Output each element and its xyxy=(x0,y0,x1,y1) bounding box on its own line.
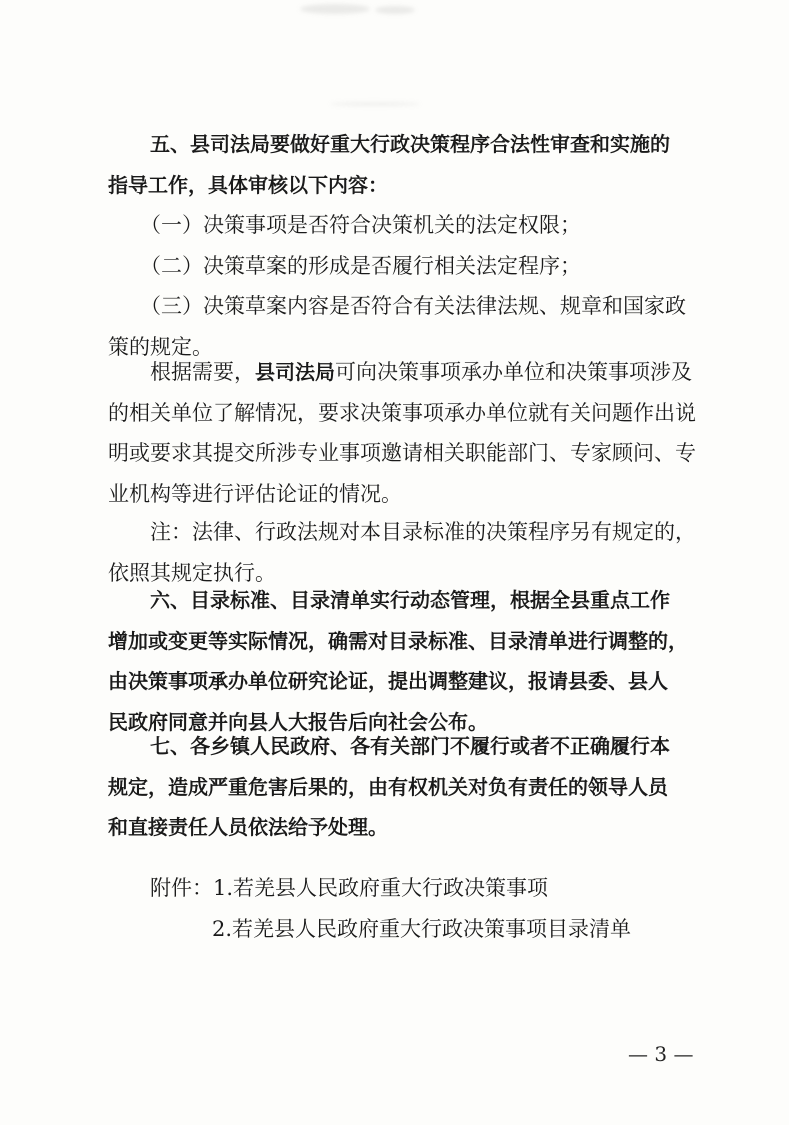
paragraph-rest: 可向决策事项承办单位和决策事项涉及 xyxy=(335,360,692,384)
paragraph-lead: 根据需要， xyxy=(150,360,255,384)
section6-line-2: 增加或变更等实际情况，确需对目录标准、目录清单进行调整的， xyxy=(108,628,688,653)
scan-smudge xyxy=(300,4,370,14)
page-number: — 3 — xyxy=(628,1042,694,1066)
section5-paragraph xyxy=(108,352,696,514)
note-line-1: 注：法律、行政法规对本目录标准的决策程序另有规定的， xyxy=(150,520,696,544)
section5-item-2: （二）决策草案的形成是否履行相关法定程序； xyxy=(140,253,581,278)
attachment-item-1: 1.若羌县人民政府重大行政决策事项 xyxy=(213,876,549,900)
section6-line-4: 民政府同意并向县人大报告后向社会公布。 xyxy=(108,709,488,734)
section5-item-3-cont: 策的规定。 xyxy=(108,334,213,359)
attachment-line-1 xyxy=(150,868,631,909)
attachment-label: 附件： xyxy=(150,876,213,900)
section5-item-3: （三）决策草案内容是否符合有关法律法规、规章和国家政 xyxy=(140,294,686,318)
section5-items xyxy=(108,205,686,367)
attachment-item-2: 2.若羌县人民政府重大行政决策事项目录清单 xyxy=(212,916,632,941)
section5-paragraph-line-1 xyxy=(150,352,696,393)
scan-smudge xyxy=(330,102,420,106)
section5-heading-line-1: 五、县司法局要做好重大行政决策程序合法性审查和实施的 xyxy=(150,132,670,156)
note-line-2: 依照其规定执行。 xyxy=(108,560,276,585)
section5-paragraph-line-3: 明或要求其提交所涉专业事项邀请相关职能部门、专家顾问、专 xyxy=(108,441,696,465)
section5-paragraph-line-2: 的相关单位了解情况，要求决策事项承办单位就有关问题作出说 xyxy=(108,400,696,425)
paragraph-bold-org: 县司法局 xyxy=(255,360,335,384)
section7-line-1: 七、各乡镇人民政府、各有关部门不履行或者不正确履行本 xyxy=(150,734,670,758)
section5-item-1: （一）决策事项是否符合决策机关的法定权限； xyxy=(140,213,581,237)
section5-paragraph-line-4: 业机构等进行评估论证的情况。 xyxy=(108,481,402,506)
scan-smudge xyxy=(375,6,415,14)
section7 xyxy=(108,726,670,848)
section6-line-3: 由决策事项承办单位研究论证，提出调整建议，报请县委、县人 xyxy=(108,669,668,693)
attachments xyxy=(150,868,631,949)
section7-line-3: 和直接责任人员依法给予处理。 xyxy=(108,815,388,839)
section5-heading xyxy=(108,124,670,205)
section7-line-2: 规定，造成严重危害后果的，由有权机关对负有责任的领导人员 xyxy=(108,774,668,799)
section6-line-1: 六、目录标准、目录清单实行动态管理，根据全县重点工作 xyxy=(150,588,670,612)
section5-heading-line-2: 指导工作，具体审核以下内容： xyxy=(108,172,388,197)
section6 xyxy=(108,580,688,742)
